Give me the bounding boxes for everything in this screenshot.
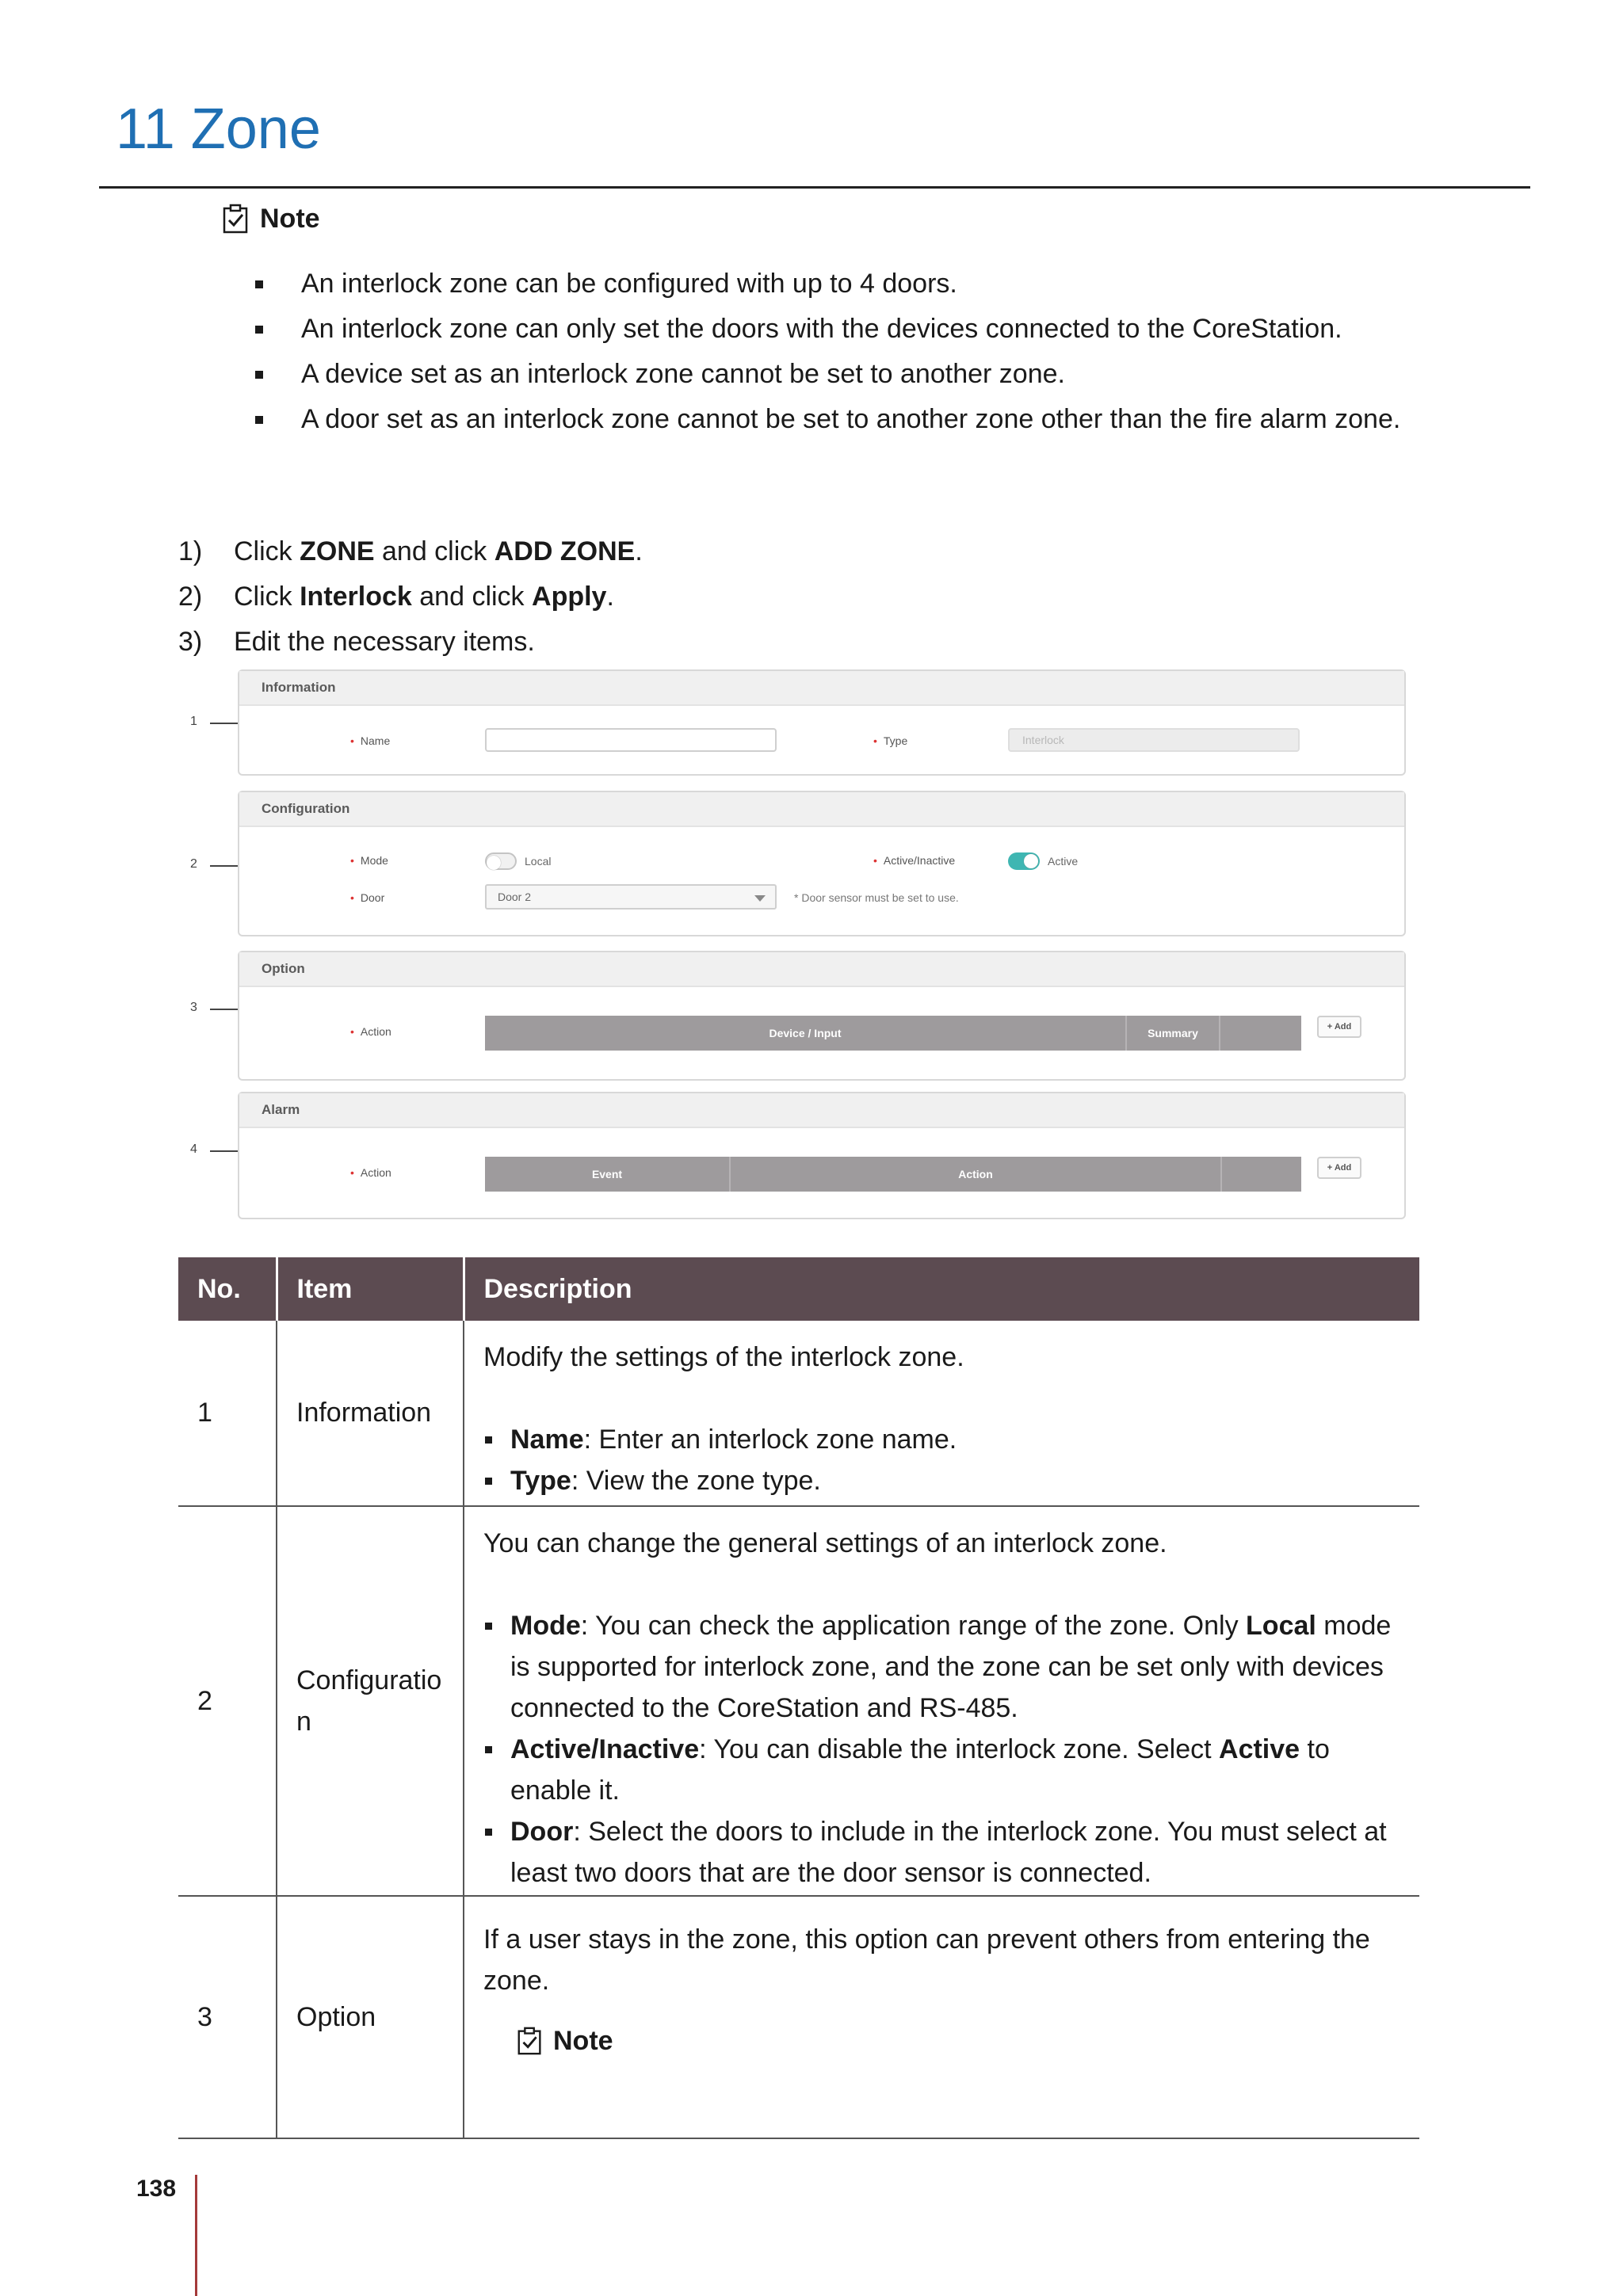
- note-label: Note: [260, 203, 320, 234]
- mode-label: • Mode: [350, 854, 388, 867]
- row-item: Information: [277, 1321, 464, 1506]
- active-value: Active: [1048, 855, 1079, 868]
- bullet-icon: [255, 326, 263, 334]
- row-item: Configuratio n: [277, 1506, 464, 1896]
- active-inactive-label: • Active/Inactive: [873, 854, 956, 867]
- step-list: [178, 529, 1446, 665]
- bullet-icon: [255, 280, 263, 288]
- page-number: 138: [136, 2176, 177, 2202]
- note-heading: [220, 200, 320, 238]
- note-item: An interlock zone can only set the doors with the devices connected to the CoreStation.: [254, 307, 1522, 352]
- table-row: [178, 1506, 1419, 1896]
- inner-note-heading: Note: [515, 2017, 1400, 2065]
- add-button[interactable]: + Add: [1317, 1157, 1361, 1179]
- row-description: If a user stays in the zone, this option can prevent others from entering the zone. Note: [464, 1896, 1419, 2138]
- action-label: • Action: [350, 1025, 391, 1038]
- option-grid-header: [485, 1016, 1301, 1051]
- column-header-item: Item: [277, 1257, 464, 1321]
- zone-settings-figure: [190, 669, 1403, 1216]
- bullet-icon: [255, 371, 263, 379]
- add-button[interactable]: + Add: [1317, 1016, 1361, 1038]
- mode-toggle[interactable]: [485, 852, 517, 870]
- callout-number: 4: [190, 1142, 197, 1156]
- action-label: • Action: [350, 1166, 391, 1179]
- information-panel: [238, 669, 1406, 776]
- table-row: [178, 1321, 1419, 1506]
- row-description: Modify the settings of the interlock zone. Name: Enter an interlock zone name. Type: View the zone type.: [464, 1321, 1419, 1506]
- note-item: A device set as an interlock zone cannot be set to another zone.: [254, 352, 1522, 397]
- note-list: [254, 261, 1522, 442]
- callout-number: 3: [190, 1001, 197, 1014]
- panel-header: Alarm: [239, 1093, 1404, 1128]
- panel-header: Configuration: [239, 792, 1404, 827]
- door-label: • Door: [350, 891, 385, 904]
- note-item: A door set as an interlock zone cannot be set to another zone other than the fire alarm zone.: [254, 397, 1522, 442]
- table-row: [178, 1896, 1419, 2138]
- description-bullet: Name: Enter an interlock zone name.: [483, 1419, 1400, 1460]
- option-panel: [238, 951, 1406, 1081]
- bullet-icon: [255, 416, 263, 424]
- active-toggle[interactable]: [1008, 852, 1040, 870]
- name-input[interactable]: [485, 728, 777, 752]
- row-number: 3: [178, 1896, 277, 2138]
- step-item: 3) Edit the necessary items.: [178, 627, 535, 657]
- configuration-panel: [238, 791, 1406, 936]
- step-item: 2) Click Interlock and click Apply.: [178, 582, 614, 612]
- note-item: An interlock zone can be configured with up to 4 doors.: [254, 261, 1522, 307]
- description-bullet: Type: View the zone type.: [483, 1460, 1400, 1501]
- grid-column-action: Action: [731, 1157, 1222, 1192]
- grid-column-event: Event: [485, 1157, 731, 1192]
- footer-divider: [195, 2175, 197, 2296]
- description-bullet: Door: Select the doors to include in the interlock zone. You must select at least two doors that are the door sensor is connected.: [483, 1811, 1400, 1894]
- table-header-row: [178, 1257, 1419, 1321]
- callout-number: 1: [190, 715, 197, 728]
- row-description: You can change the general settings of an interlock zone. Mode: You can check the application range of the zone. Only Local mode is supported for interlock zone, and the zone can be set only with devices connected to the CoreStation and RS-485. Active/Inactive: You can disable the interlock zone. Select Active to enable it. Door: Select the doors to include in the interlock zone. You must select at least two doors that are the door sensor is connected.: [464, 1506, 1419, 1896]
- row-item: Option: [277, 1896, 464, 2138]
- alarm-panel: [238, 1092, 1406, 1219]
- grid-column-empty: [1222, 1157, 1301, 1192]
- row-number: 2: [178, 1506, 277, 1896]
- door-select[interactable]: Door 2: [485, 884, 777, 910]
- chapter-title: 11 Zone: [116, 97, 321, 161]
- door-hint: * Door sensor must be set to use.: [794, 891, 959, 904]
- column-header-description: Description: [464, 1257, 1419, 1321]
- panel-header: Option: [239, 952, 1404, 987]
- type-field: Interlock: [1008, 728, 1300, 752]
- clipboard-check-icon: [220, 203, 252, 235]
- description-bullet: Mode: You can check the application range of the zone. Only Local mode is supported for interlock zone, and the zone can be set only with devices connected to the CoreStation and RS-485.: [483, 1605, 1400, 1729]
- grid-column-empty: [1220, 1016, 1301, 1051]
- name-label: • Name: [350, 734, 391, 747]
- mode-value: Local: [525, 855, 552, 868]
- row-number: 1: [178, 1321, 277, 1506]
- chevron-down-icon: [754, 895, 766, 902]
- alarm-grid-header: [485, 1157, 1301, 1192]
- column-header-no: No.: [178, 1257, 277, 1321]
- callout-number: 2: [190, 857, 197, 871]
- description-table: [178, 1257, 1419, 2139]
- title-divider: [99, 186, 1530, 189]
- description-bullet: Active/Inactive: You can disable the interlock zone. Select Active to enable it.: [483, 1729, 1400, 1811]
- panel-header: Information: [239, 671, 1404, 706]
- type-label: • Type: [873, 734, 908, 747]
- grid-column-device-input: Device / Input: [485, 1016, 1127, 1051]
- grid-column-summary: Summary: [1127, 1016, 1220, 1051]
- step-item: 1) Click ZONE and click ADD ZONE.: [178, 536, 643, 566]
- clipboard-check-icon: [515, 2026, 545, 2056]
